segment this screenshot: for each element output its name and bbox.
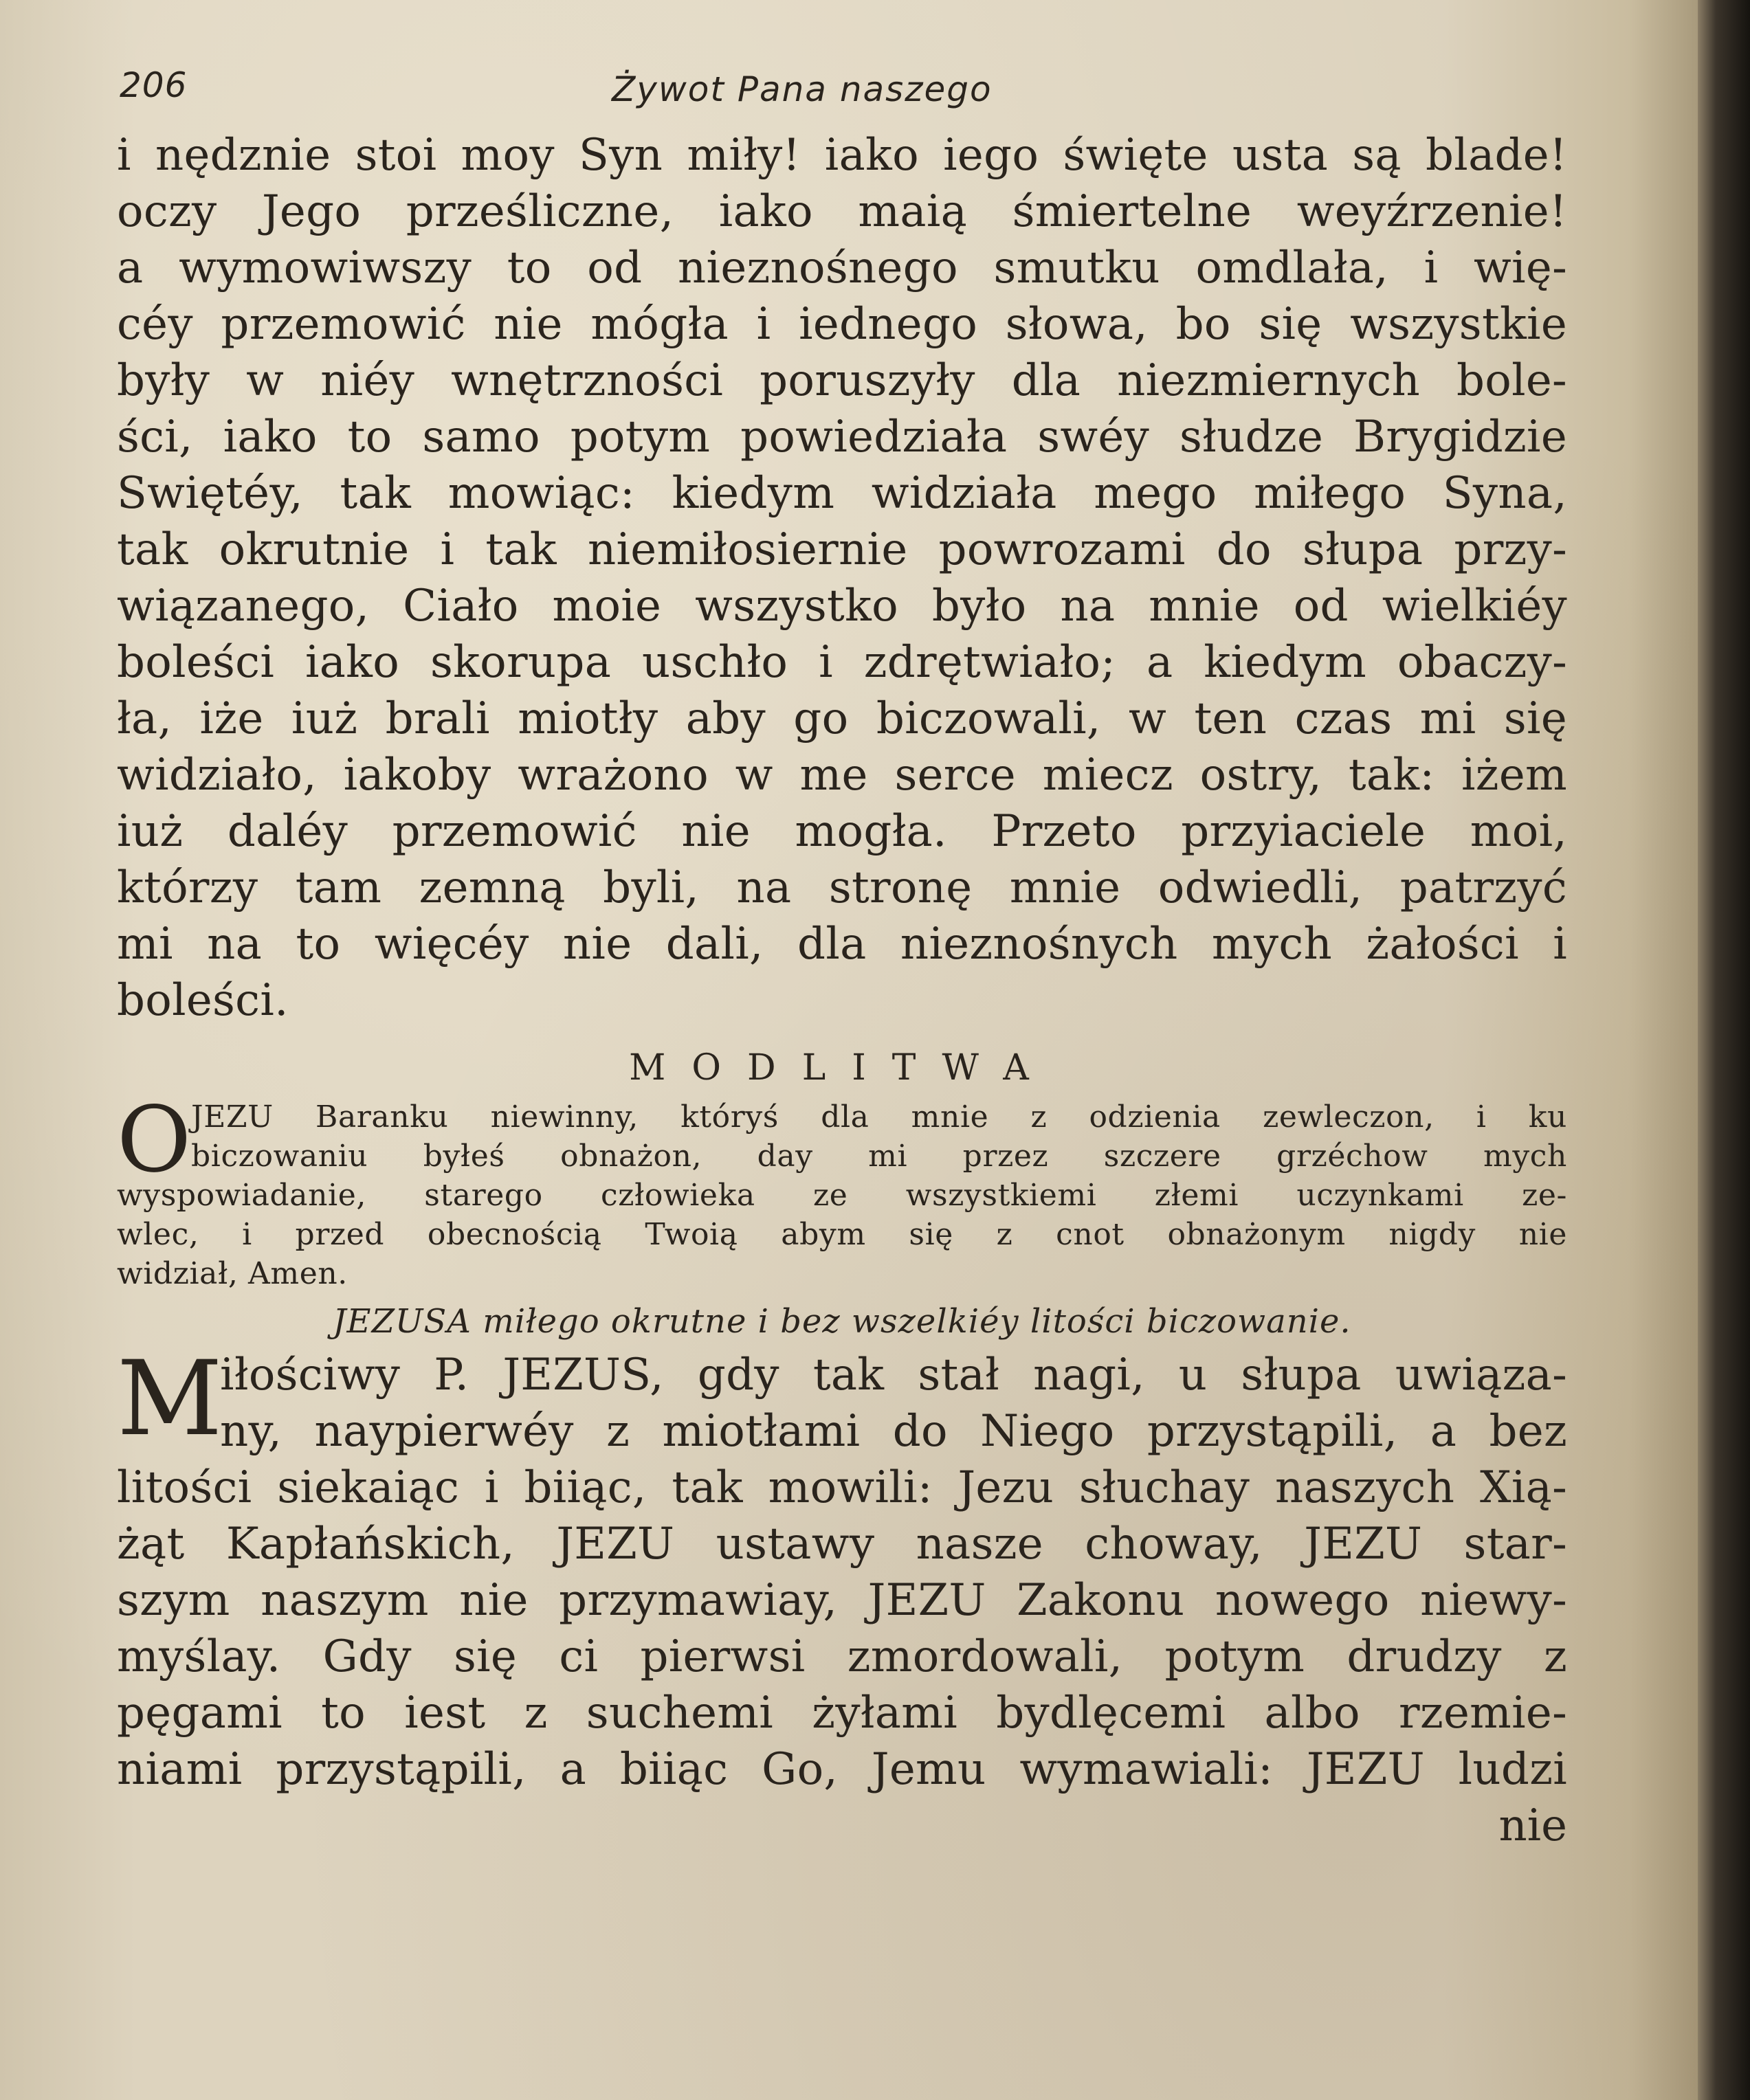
body-line: tak okrutnie i tak niemiłosiernie powrozami do słupa przy- — [117, 524, 1567, 575]
prayer-paragraph — [117, 1087, 1567, 1293]
body-line: żąt Kapłańskich, JEZU ustawy nasze chоway, JEZU star- — [117, 1519, 1567, 1570]
catchword: nie — [1498, 1800, 1567, 1851]
body-line: myślay. Gdy się ci pierwsi zmordowali, potym drudzy z — [117, 1631, 1567, 1682]
body-line: niami przystąpili, a biiąc Go, Jemu wymawiali: JEZU ludzi — [117, 1744, 1567, 1795]
body-line: a wymowiwszy to od nieznośnego smutku omdlała, i wię- — [117, 243, 1567, 293]
body-line: iuż daléy przemowić nie mogła. Przeto przyiaciele moi, — [117, 806, 1567, 857]
running-head — [117, 65, 1567, 127]
body-line: ści, iako to samo potym powiedziała swéy słudze Brygidzie — [117, 412, 1567, 462]
body-line: ła, iże iuż brali miotły aby go biczowali, w ten czas mi się — [117, 693, 1567, 744]
body-line: Swiętéy, tak mowiąc: kiedym widziała mego miłego Syna, — [117, 468, 1567, 519]
page-number: 206 — [120, 65, 188, 105]
book-gutter — [1698, 0, 1750, 2100]
body-line: ny, naypierwéy z miotłami do Niego przystąpili, a bez — [220, 1406, 1567, 1457]
prayer-line: wlec, i przed obecnością Twoią abym się z cnot obnażonym nigdy nie — [117, 1217, 1567, 1252]
body-line: boleści. — [117, 975, 289, 1026]
body-line: wiązanego, Ciało moie wszystko było na mnie od wielkiéy — [117, 581, 1567, 632]
body-line: litości siekaiąc i biiąc, tak mowili: Jezu słuchay naszych Xią- — [117, 1462, 1567, 1513]
body-line: oczy Jego prześliczne, iako maią śmiertelne weyźrzenie! — [117, 186, 1567, 237]
body-line: boleści iako skorupa uschło i zdrętwiało; a kiedym obaczy- — [117, 637, 1567, 688]
body-line: mi na to więcéy nie dali, dla nieznośnych mych żałości i — [117, 919, 1567, 970]
body-line: widziało, iakoby wrażono w me serce miecz ostry, tak: iżem — [117, 750, 1567, 801]
prayer-line: JEZU Baranku niewinny, któryś dla mnie z odzienia zewleczon, i ku — [191, 1099, 1567, 1135]
body-line: szym naszym nie przymawiay, JEZU Zakonu nowego niewy- — [117, 1575, 1567, 1626]
body-line: i nędznie stoi moy Syn miły! iako iego święte usta są blade! — [117, 130, 1567, 181]
drop-cap: O — [117, 1087, 192, 1193]
body-line: céy przemowić nie mógła i iednego słowa, bo się wszystkie — [117, 299, 1567, 350]
text-block — [117, 65, 1567, 1854]
body-line: pęgami to iest z suchemi żyłami bydlęcemi albo rzemie- — [117, 1688, 1567, 1739]
body-line: były w niéy wnętrzności poruszyły dla niezmiernych bole- — [117, 355, 1567, 406]
prayer-line: widział, Amen. — [117, 1256, 348, 1291]
running-title: Żywot Pana naszego — [612, 69, 993, 109]
prayer-line: wyspowiadanie, starego człowieka ze wszystkiemi złemi uczynkami ze- — [117, 1178, 1567, 1213]
section-title: JEZUSA miłego okrutne i bez wszelkiéy litości biczowanie. — [333, 1302, 1351, 1341]
main-paragraph — [117, 127, 1567, 1029]
drop-cap: M — [117, 1339, 223, 1459]
narrative-paragraph — [117, 1339, 1567, 1798]
prayer-heading: MODLITWA — [629, 1047, 1055, 1088]
prayer-line: biczowaniu byłeś obnażon, day mi przez szczere grzéchow mych — [191, 1139, 1567, 1174]
body-line: którzy tam zemną byli, na stronę mnie odwiedli, patrzyć — [117, 862, 1567, 913]
body-line: iłościwy P. JEZUS, gdy tak stał nagi, u słupa uwiąza- — [220, 1350, 1567, 1400]
